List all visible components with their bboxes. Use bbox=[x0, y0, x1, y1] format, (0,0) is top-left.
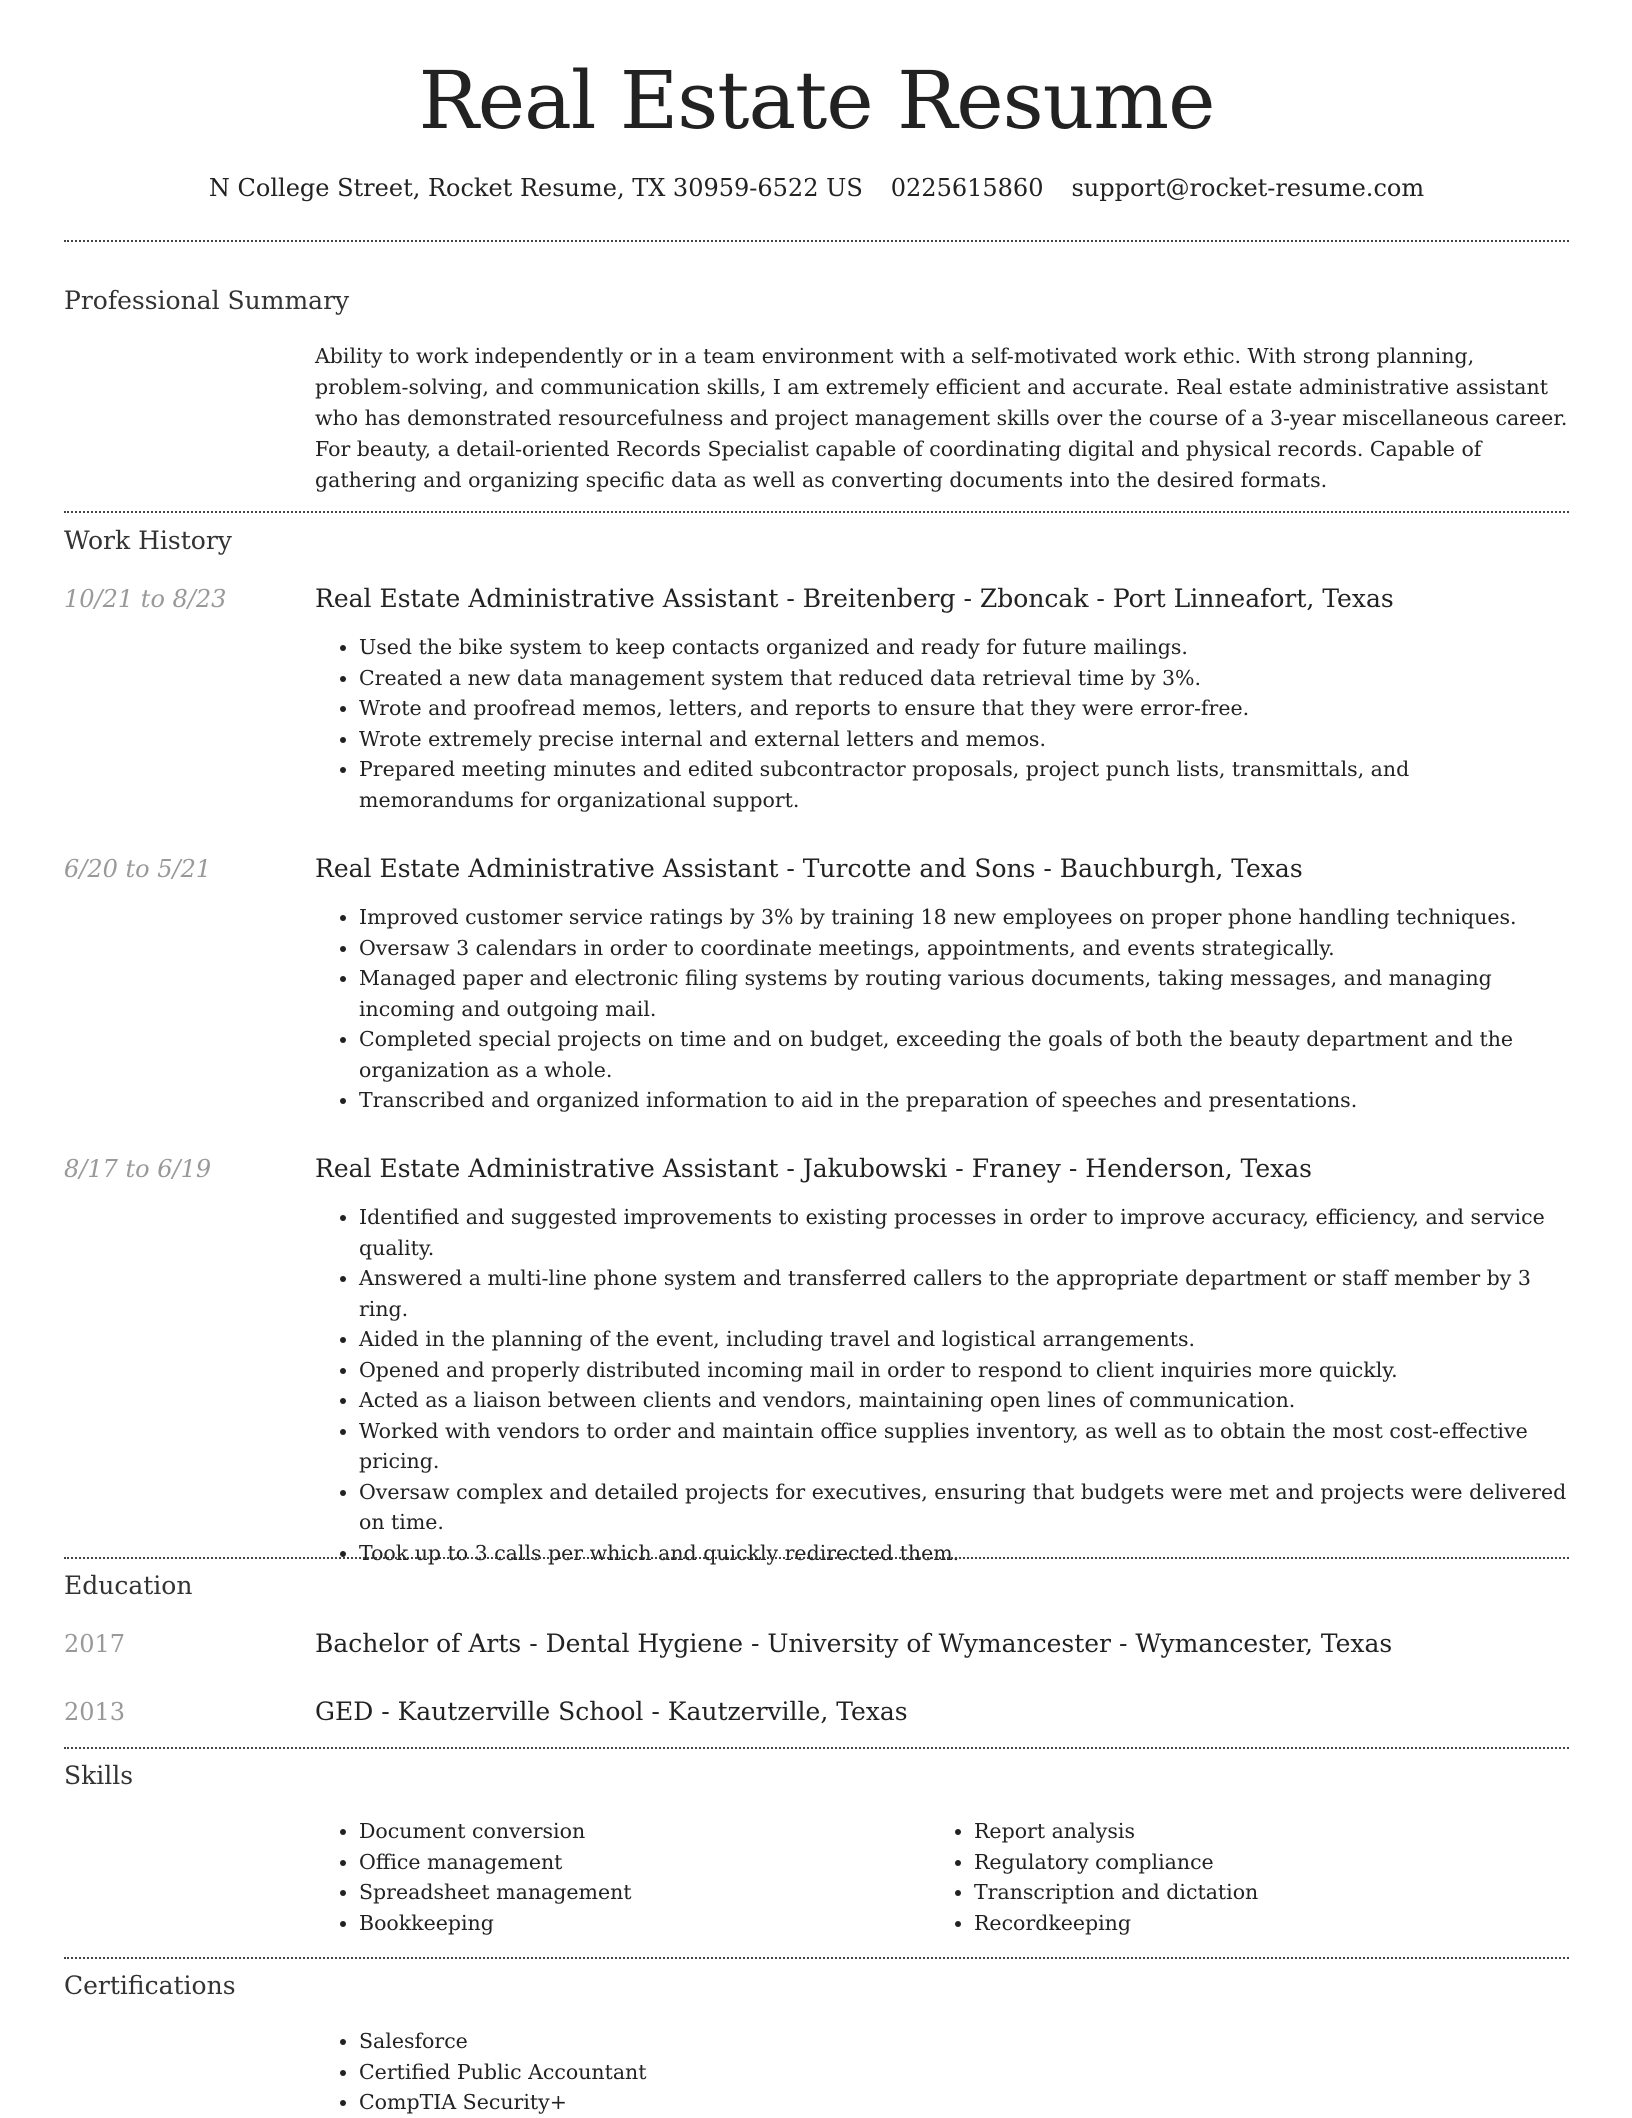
list-item: • Managed paper and electronic filing systems by routing various documents, taking messages, and managing incoming and outgoing mail. bbox=[359, 963, 1569, 1024]
list-item: • Regulatory compliance bbox=[974, 1847, 1530, 1878]
divider bbox=[64, 1747, 1569, 1749]
list-item: • Report analysis bbox=[974, 1816, 1530, 1847]
job-dates: 8/17 to 6/19 bbox=[64, 1155, 212, 1183]
list-item: • Oversaw 3 calendars in order to coordinate meetings, appointments, and events strategically. bbox=[359, 933, 1569, 964]
list-item: • Prepared meeting minutes and edited subcontractor proposals, project punch lists, transmittals, and memorandums for organizational support. bbox=[359, 754, 1569, 815]
list-item: • Office management bbox=[359, 1847, 915, 1878]
list-item: • Worked with vendors to order and maintain office supplies inventory, as well as to obtain the most cost-effective pricing. bbox=[359, 1416, 1569, 1477]
list-item: • Document conversion bbox=[359, 1816, 915, 1847]
list-item: • Took up to 3 calls per which and quickly redirected them. bbox=[359, 1538, 1569, 1569]
education-title: Bachelor of Arts - Dental Hygiene - University of Wymancester - Wymancester, Texas bbox=[315, 1629, 1393, 1658]
list-item: • Improved customer service ratings by 3% by training 18 new employees on proper phone handling techniques. bbox=[359, 902, 1569, 933]
job-dates: 10/21 to 8/23 bbox=[64, 585, 227, 613]
list-item: • Acted as a liaison between clients and vendors, maintaining open lines of communication. bbox=[359, 1385, 1569, 1416]
job-bullets bbox=[315, 632, 1569, 815]
contact-address: N College Street, Rocket Resume, TX 30959-6522 US bbox=[208, 174, 863, 202]
job-bullets bbox=[315, 1202, 1569, 1568]
list-item: • Oversaw complex and detailed projects for executives, ensuring that budgets were met and projects were delivered on time. bbox=[359, 1477, 1569, 1538]
list-item: • Transcribed and organized information to aid in the preparation of speeches and presentations. bbox=[359, 1085, 1569, 1116]
list-item: • Wrote extremely precise internal and external letters and memos. bbox=[359, 724, 1569, 755]
section-heading-work: Work History bbox=[64, 526, 232, 555]
job-title: Real Estate Administrative Assistant - Turcotte and Sons - Bauchburgh, Texas bbox=[315, 854, 1303, 883]
summary-text: Ability to work independently or in a team environment with a self-motivated work ethic. With strong planning, problem-solving, and communication skills, I am extremely efficient and accurate. Real estate administrative assistant who has demonstrated resourcefulness and project management skills over the course of a 3-year miscellaneous career. For beauty, a detail-oriented Records Specialist capable of coordinating digital and physical records. Capable of gathering and organizing specific data as well as converting documents into the desired formats. bbox=[315, 344, 1568, 492]
list-item: • Opened and properly distributed incoming mail in order to respond to client inquiries more quickly. bbox=[359, 1355, 1569, 1386]
skills-list-right bbox=[930, 1816, 1530, 1938]
list-item: • Transcription and dictation bbox=[974, 1877, 1530, 1908]
list-item: • Spreadsheet management bbox=[359, 1877, 915, 1908]
education-year: 2017 bbox=[64, 1630, 126, 1658]
resume-title: Real Estate Resume bbox=[418, 54, 1215, 147]
list-item: • Completed special projects on time and on budget, exceeding the goals of both the beauty department and the organization as a whole. bbox=[359, 1024, 1569, 1085]
list-item: • Answered a multi-line phone system and transferred callers to the appropriate department or staff member by 3 ring. bbox=[359, 1263, 1569, 1324]
job-dates: 6/20 to 5/21 bbox=[64, 855, 212, 883]
list-item: • Identified and suggested improvements to existing processes in order to improve accuracy, efficiency, and service quality. bbox=[359, 1202, 1569, 1263]
list-item: • CompTIA Security+ bbox=[359, 2087, 1569, 2118]
divider bbox=[64, 511, 1569, 513]
contact-email: support@rocket-resume.com bbox=[1071, 174, 1425, 202]
list-item: • Certified Public Accountant bbox=[359, 2057, 1569, 2088]
section-heading-summary: Professional Summary bbox=[64, 286, 350, 315]
list-item: • Aided in the planning of the event, including travel and logistical arrangements. bbox=[359, 1324, 1569, 1355]
contact-phone: 0225615860 bbox=[890, 174, 1044, 202]
list-item: • Used the bike system to keep contacts organized and ready for future mailings. bbox=[359, 632, 1569, 663]
list-item: • Created a new data management system that reduced data retrieval time by 3%. bbox=[359, 663, 1569, 694]
section-heading-certifications: Certifications bbox=[64, 1971, 236, 2000]
divider bbox=[64, 1557, 1569, 1559]
section-heading-education: Education bbox=[64, 1571, 193, 1600]
divider bbox=[64, 1957, 1569, 1959]
certifications-list bbox=[315, 2026, 1569, 2118]
education-year: 2013 bbox=[64, 1698, 126, 1726]
list-item: • Bookkeeping bbox=[359, 1908, 915, 1939]
list-item: • Salesforce bbox=[359, 2026, 1569, 2057]
education-title: GED - Kautzerville School - Kautzerville, Texas bbox=[315, 1697, 908, 1726]
job-title: Real Estate Administrative Assistant - Breitenberg - Zboncak - Port Linneafort, Texas bbox=[315, 584, 1394, 613]
divider bbox=[64, 240, 1569, 242]
section-heading-skills: Skills bbox=[64, 1761, 134, 1790]
list-item: • Recordkeeping bbox=[974, 1908, 1530, 1939]
job-bullets bbox=[315, 902, 1569, 1116]
skills-list-left bbox=[315, 1816, 915, 1938]
job-title: Real Estate Administrative Assistant - Jakubowski - Franey - Henderson, Texas bbox=[315, 1154, 1312, 1183]
list-item: • Wrote and proofread memos, letters, and reports to ensure that they were error-free. bbox=[359, 693, 1569, 724]
contact-line bbox=[64, 170, 1569, 206]
